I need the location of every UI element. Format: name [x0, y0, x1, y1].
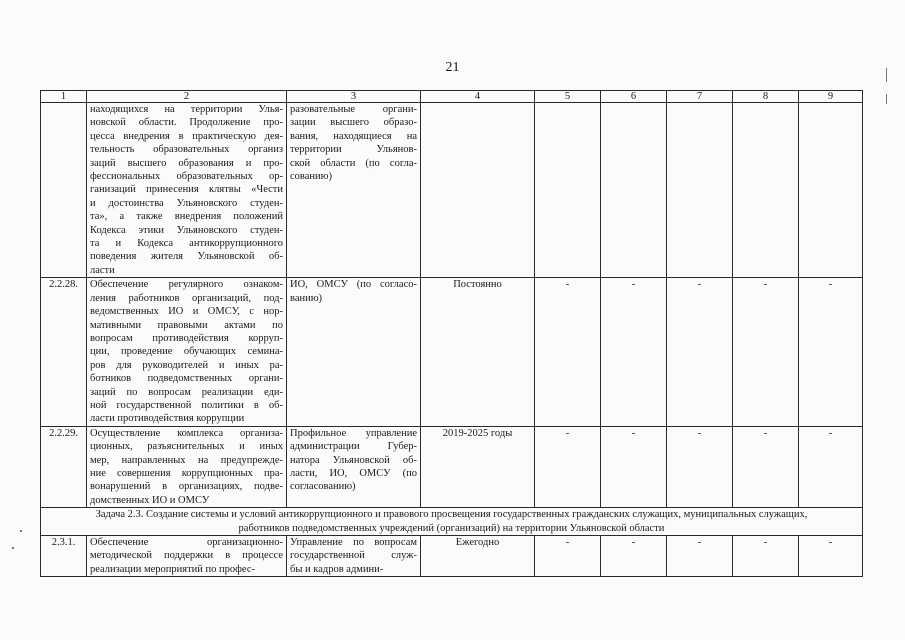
executor-cell	[287, 278, 421, 426]
measure-description-line: методической поддержки в процессе	[90, 550, 283, 562]
value-cell-c6: -	[601, 536, 667, 577]
value-cell-c7: -	[667, 278, 733, 426]
measure-description-line: Обеспечение организационно-	[90, 537, 283, 548]
measure-description-line: ведомственных ИО и ОМСУ, с нор-	[90, 306, 283, 318]
measure-description-line: мативными правовыми актами по	[90, 319, 283, 331]
table-row	[41, 103, 863, 278]
measure-description	[87, 536, 287, 577]
measure-description-line: Кодекса этики Ульяновского студен-	[90, 224, 283, 236]
measure-description-line: та и Кодекса антикоррупционного	[90, 238, 283, 250]
measure-description-line: домственных ИО и ОМСУ	[90, 494, 210, 506]
value-cell-c9: -	[799, 426, 863, 507]
value-cell-c9	[799, 103, 863, 278]
measure-description-line: ления работников организаций, под-	[90, 292, 283, 304]
table-row	[41, 536, 863, 577]
scan-mark	[12, 547, 14, 549]
executor-cell	[287, 426, 421, 507]
table-row	[41, 426, 863, 507]
value-cell-c9: -	[799, 536, 863, 577]
value-cell-c9: -	[799, 278, 863, 426]
value-cell-c6: -	[601, 278, 667, 426]
executor-cell	[287, 536, 421, 577]
term-cell: 2019-2025 годы	[421, 426, 535, 507]
measure-description-line: вонарушений в организациях, подве-	[90, 481, 283, 493]
table-row	[41, 278, 863, 426]
executor-cell-line: ласти, ИО, ОМСУ (по	[290, 467, 417, 479]
measure-description-line: заций высшего образования и про-	[90, 157, 283, 169]
measure-description-line: вопросам противодействия корруп-	[90, 332, 283, 344]
page-number: 21	[445, 60, 460, 75]
row-number: 2.2.29.	[41, 426, 87, 507]
measure-description-line: заций по вопросам реализации еди-	[90, 386, 283, 398]
measure-description-line: ции, проведение обучающих семина-	[90, 346, 283, 358]
executor-cell-line: вания, находящиеся на	[290, 130, 417, 142]
row-number: 2.3.1.	[41, 536, 87, 577]
measure-description-line: цесса внедрения в практическую дея-	[90, 130, 283, 142]
executor-cell	[287, 103, 421, 278]
measure-description-line: ботников подведомственных органи-	[90, 373, 283, 385]
value-cell-c8: -	[733, 426, 799, 507]
executor-cell-line: разовательные органи-	[290, 104, 417, 115]
executor-cell-line: администрации Губер-	[290, 441, 417, 453]
measure-description-line: Обеспечение регулярного ознаком-	[90, 279, 283, 291]
executor-cell-line: ИО, ОМСУ (по согласо-	[290, 279, 417, 291]
task-line-1: Задача 2.3. Создание системы и условий антикоррупционного и правового просвещения государственных гражданских служащих, муниципальных служащих,	[95, 509, 808, 521]
measure-description-line: реализации мероприятий по профес-	[90, 563, 256, 575]
col-header-7: 7	[667, 91, 733, 103]
value-cell-c7: -	[667, 426, 733, 507]
executor-cell-line: Управление по вопросам	[290, 537, 417, 548]
value-cell-c5: -	[535, 536, 601, 577]
plan-table	[40, 90, 863, 577]
col-header-4: 4	[421, 91, 535, 103]
measure-description-line: мер, направленных на предупрежде-	[90, 454, 283, 466]
term-cell	[421, 103, 535, 278]
col-header-8: 8	[733, 91, 799, 103]
executor-cell-line: сованию)	[290, 171, 332, 183]
col-header-6: 6	[601, 91, 667, 103]
col-header-3: 3	[287, 91, 421, 103]
executor-cell-line: Профильное управление	[290, 427, 417, 439]
measure-description-line: Осуществление комплекса организа-	[90, 427, 283, 439]
measure-description-line: та», а также внедрения положений	[90, 211, 283, 223]
scan-mark	[886, 94, 887, 104]
value-cell-c7: -	[667, 536, 733, 577]
measure-description-line: и достоинства Ульяновского студен-	[90, 197, 283, 209]
executor-cell-line: государственной служ-	[290, 550, 417, 562]
executor-cell-line: натора Ульяновской об-	[290, 454, 417, 466]
value-cell-c8: -	[733, 278, 799, 426]
task-line-2: работников подведомственных учреждений (организаций) на территории Ульяновской области	[238, 522, 665, 534]
executor-cell-line: согласованию)	[290, 481, 356, 493]
executor-cell-line: ванию)	[290, 292, 323, 304]
task-row	[41, 508, 863, 536]
measure-description-line: ние совершения коррупционных пра-	[90, 467, 283, 479]
measure-description	[87, 278, 287, 426]
value-cell-c6: -	[601, 426, 667, 507]
value-cell-c7	[667, 103, 733, 278]
executor-cell-line: ской области (по согла-	[290, 157, 417, 169]
value-cell-c6	[601, 103, 667, 278]
term-cell: Постоянно	[421, 278, 535, 426]
measure-description-line: ционных, разъяснительных и иных	[90, 441, 283, 453]
measure-description-line: новской области. Продолжение про-	[90, 117, 283, 129]
task-heading	[41, 508, 863, 536]
executor-cell-line: территории Ульянов-	[290, 144, 417, 156]
executor-cell-line: бы и кадров админи-	[290, 563, 384, 575]
scan-mark	[886, 68, 887, 82]
row-number: 2.2.28.	[41, 278, 87, 426]
value-cell-c5: -	[535, 278, 601, 426]
measure-description-line: ганизаций принесения клятвы «Чести	[90, 184, 283, 196]
value-cell-c5	[535, 103, 601, 278]
col-header-9: 9	[799, 91, 863, 103]
col-header-5: 5	[535, 91, 601, 103]
header-row	[41, 91, 863, 103]
value-cell-c5: -	[535, 426, 601, 507]
col-header-2: 2	[87, 91, 287, 103]
scan-mark	[20, 530, 22, 532]
measure-description	[87, 426, 287, 507]
term-cell: Ежегодно	[421, 536, 535, 577]
row-number	[41, 103, 87, 278]
measure-description-line: тельность образовательных организ	[90, 144, 283, 156]
measure-description-line: поведения жителя Ульяновской об-	[90, 251, 283, 263]
col-header-1: 1	[41, 91, 87, 103]
measure-description-line: фессиональных образовательных ор-	[90, 171, 283, 183]
measure-description	[87, 103, 287, 278]
measure-description-line: ласти	[90, 264, 115, 276]
executor-cell-line: зации высшего образо-	[290, 117, 417, 129]
value-cell-c8	[733, 103, 799, 278]
value-cell-c8: -	[733, 536, 799, 577]
measure-description-line: ной государственной политики в об-	[90, 399, 283, 411]
measure-description-line: ров для руководителей и иных ра-	[90, 359, 283, 371]
measure-description-line: ласти противодействия коррупции	[90, 413, 245, 425]
measure-description-line: находящихся на территории Улья-	[90, 104, 283, 115]
